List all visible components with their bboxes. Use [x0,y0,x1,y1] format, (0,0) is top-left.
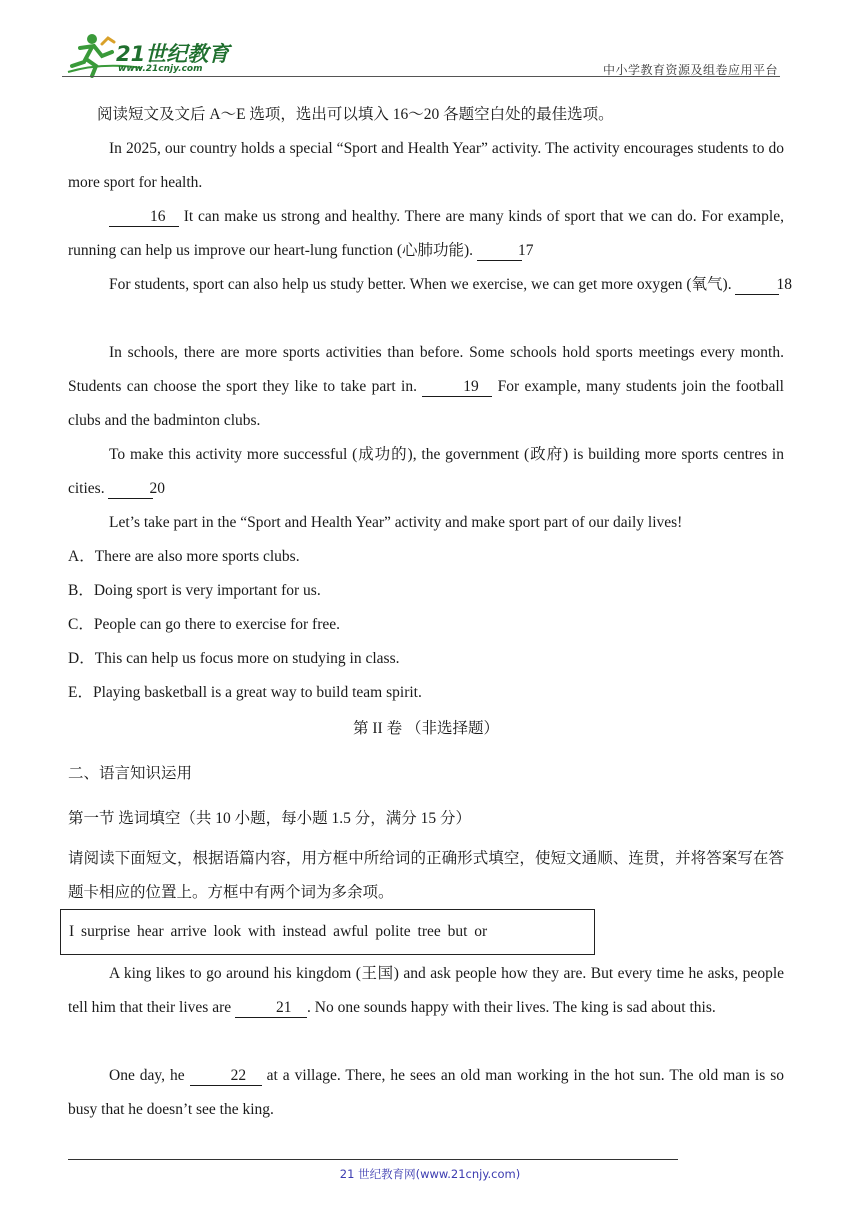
option-e: E．Playing basketball is a great way to build team spirit. [68,684,422,701]
word-box: I surprise hear arrive look with instead awful polite tree but or [60,909,595,955]
option-c: C．People can go there to exercise for free. [68,616,340,633]
footer-link[interactable]: 21 世纪教育网(www.21cnjy.com) [339,1167,521,1181]
cloze-paragraph-2 [68,1059,784,1127]
blank-19[interactable]: 19 [422,378,492,397]
cloze-paragraph-1 [68,957,784,1025]
reading-paragraph-3 [68,268,792,302]
reading-paragraph-4 [68,336,784,438]
paragraph-2-text: It can make us strong and healthy. There are many kinds of sport that we can do. For example, running can help us improve our heart-lung function (心肺功能). [68,208,784,259]
reading-paragraph-6: Let’s take part in the “Sport and Health Year” activity and make sport part of our daily lives! [109,514,683,531]
blank-17[interactable]: 17 [477,242,522,261]
blank-16[interactable]: 16 [109,208,179,227]
blank-20[interactable]: 20 [108,480,153,499]
part-2-title: 第 II 卷 （非选择题） [353,720,499,737]
reading-instruction: 阅读短文及文后 A～E 选项，选出可以填入 16～20 各题空白处的最佳选项。 [97,106,614,123]
paragraph-5-text: To make this activity more successful (成功的), the government (政府) is building more sports centres in cities. [68,446,784,497]
reading-paragraph-1: In 2025, our country holds a special “Sport and Health Year” activity. The activity encourages students to do more sport for health. [68,140,784,191]
paragraph-4-text-a: In schools, there are more sports activities than before. Some schools hold sports meetings every month. Students can choose the sport they like to take part in. [68,344,784,395]
header-divider [62,76,780,77]
option-b: B．Doing sport is very important for us. [68,582,321,599]
footer-divider [68,1159,678,1160]
reading-paragraph-2 [68,200,784,268]
cloze-paragraph-2-text-a: One day, he [109,1067,190,1084]
cloze-instruction: 请阅读下面短文，根据语篇内容，用方框中所给词的正确形式填空，使短文通顺、连贯，并将答案写在答题卡相应的位置上。方框中有两个词为多余项。 [68,850,784,901]
cloze-paragraph-1-text-b: . No one sounds happy with their lives. The king is sad about this. [307,999,716,1016]
paragraph-3-text: For students, sport can also help us study better. When we exercise, we can get more oxygen (氧气). [109,276,736,293]
site-logo [62,32,232,78]
section-heading: 二、语言知识运用 [68,765,193,782]
blank-21[interactable]: 21 [235,999,307,1018]
platform-name: 中小学教育资源及组卷应用平台 [602,63,778,77]
reading-paragraph-5 [68,438,784,506]
cloze-paragraph-2-text-b: at a village. There, he sees an old man working in the hot sun. The old man is so busy that he doesn’t see the king. [68,1067,785,1118]
logo-url: www.21cnjy.com [118,64,203,74]
blank-22[interactable]: 22 [190,1067,262,1086]
page-header [62,30,780,78]
cloze-paragraph-1-text-a: A king likes to go around his kingdom (王国) and ask people how they are. But every time he asks, people tell him that their lives are [68,965,784,1016]
option-d: D．This can help us focus more on studying in class. [68,650,400,667]
blank-18[interactable]: 18 [735,276,779,295]
option-a: A．There are also more sports clubs. [68,548,300,565]
subsection-heading: 第一节 选词填空（共 10 小题，每小题 1.5 分，满分 15 分） [68,810,472,827]
logo-text: 21世纪教育 [116,42,230,66]
paragraph-4-text-b: For example, many students join the football clubs and the badminton clubs. [68,378,784,429]
